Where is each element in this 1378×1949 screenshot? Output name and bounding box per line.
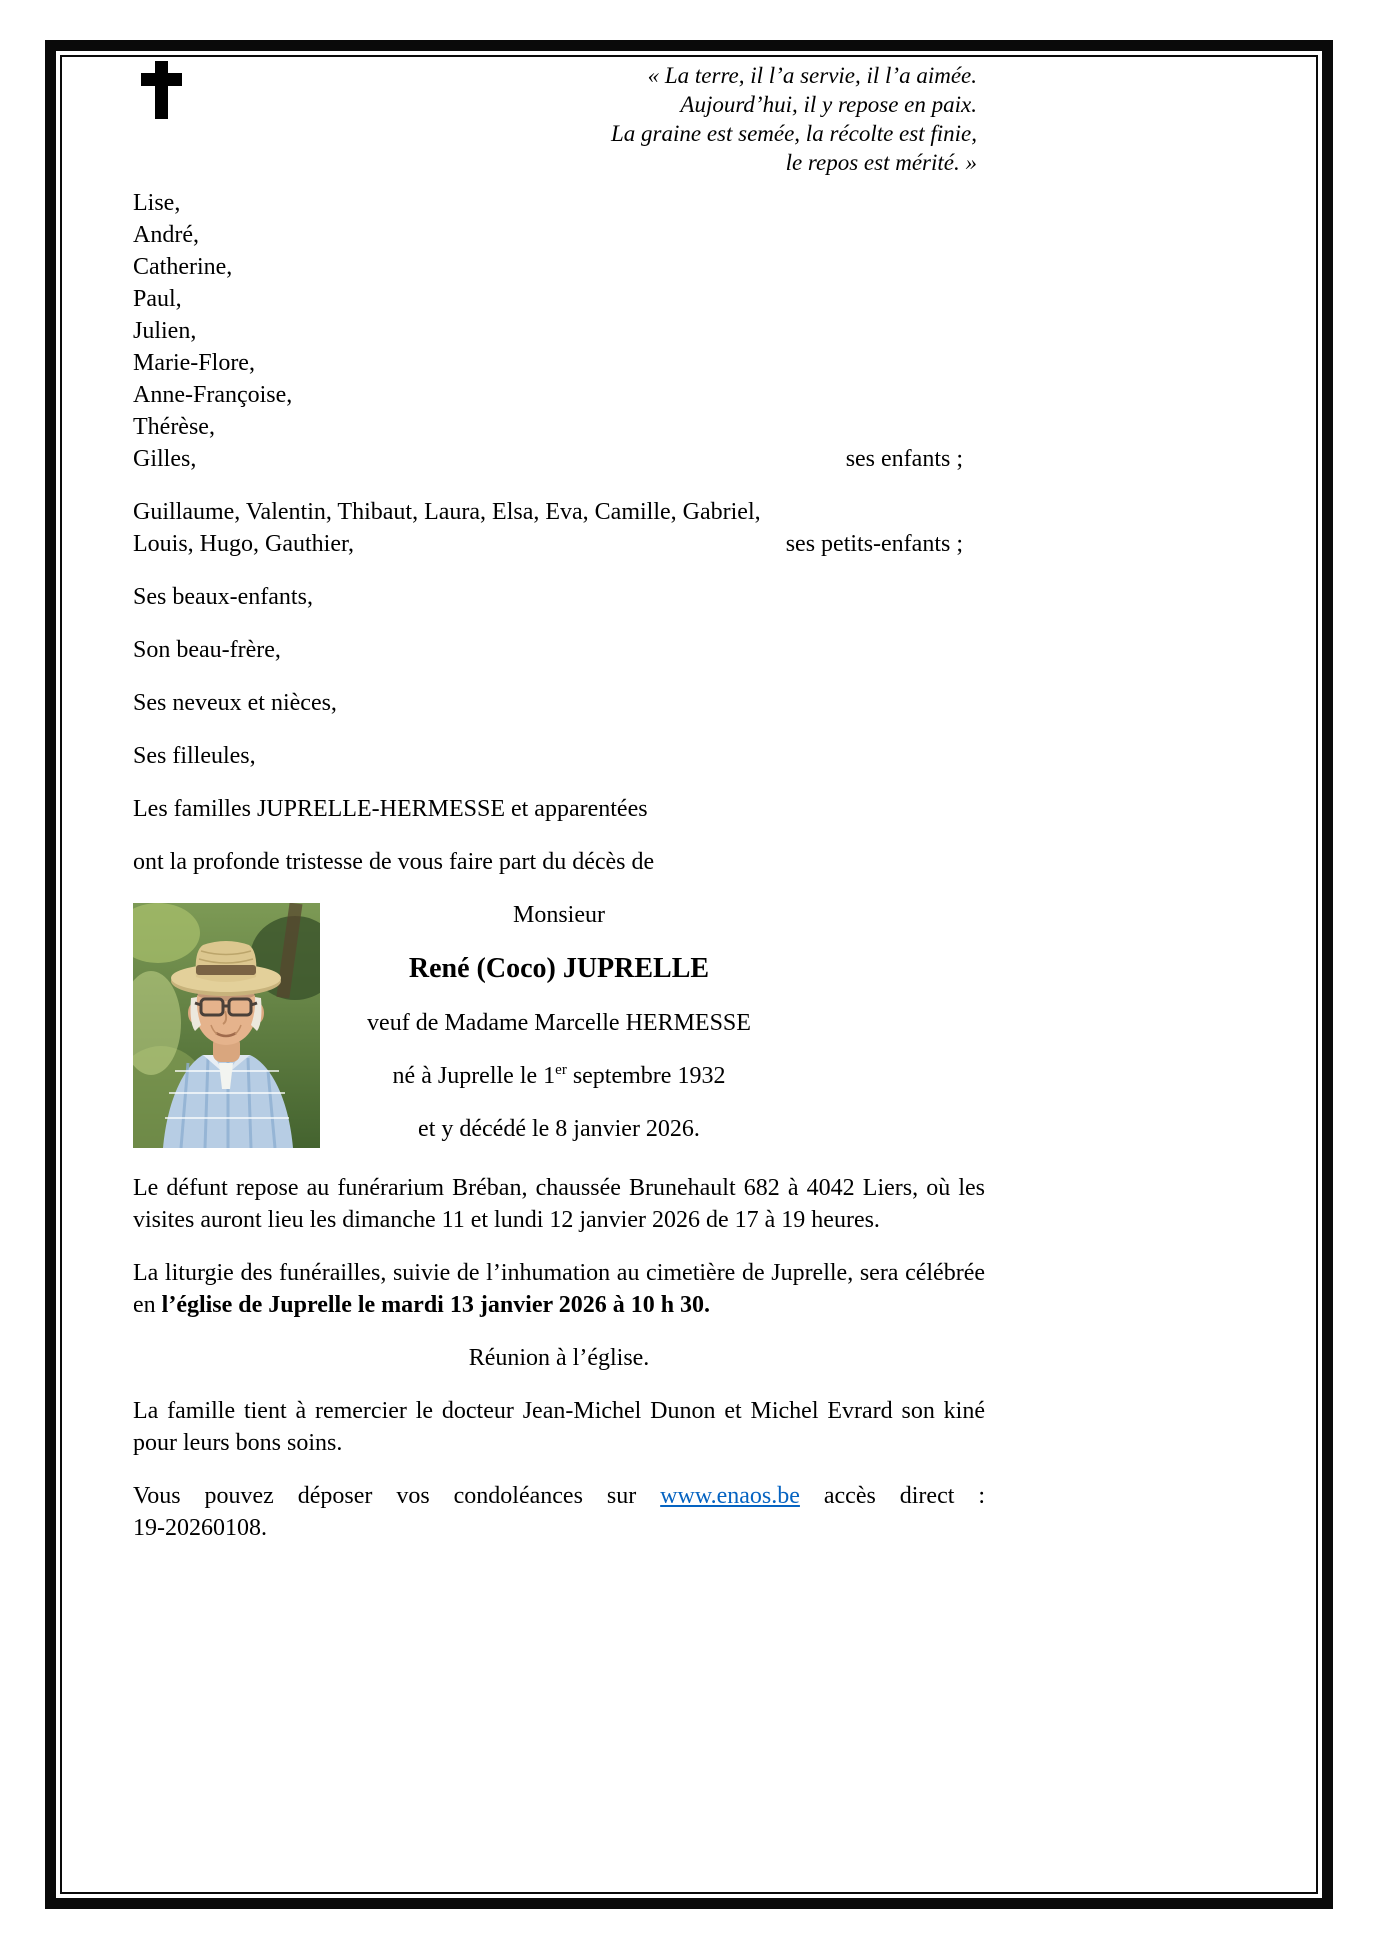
grandchildren-names: Guillaume, Valentin, Thibaut, Laura, Elsa, Eva, Camille, Gabriel, [133, 499, 761, 525]
liturgy-bold-text: l’église de Juprelle le mardi 13 janvier 2026 à 10 h 30. [161, 1292, 711, 1318]
child-name: Julien, [133, 318, 197, 344]
relatives-line: Ses beaux-enfants, [133, 584, 313, 610]
child-name: Anne-Françoise, [133, 382, 293, 408]
condolences-code: 19-20260108. [133, 1515, 267, 1541]
content-area [133, 57, 985, 1565]
thanks-paragraph: La famille tient à remercier le docteur Jean-Michel Dunon et Michel Evrard son kiné pour leurs bons soins. [133, 1398, 985, 1456]
grandchildren-last-row [133, 528, 985, 560]
enaos-link[interactable]: www.enaos.be [660, 1483, 800, 1509]
birth-text-cont: septembre 1932 [566, 1063, 726, 1089]
header-row [133, 57, 985, 177]
relatives-line: Son beau-frère, [133, 637, 281, 663]
deceased-death: et y décédé le 8 janvier 2026. [418, 1116, 700, 1142]
birth-ordinal: er [555, 1062, 567, 1078]
reunion-line: Réunion à l’église. [468, 1345, 650, 1371]
relatives-line: Ses neveux et nièces, [133, 690, 337, 716]
child-name: Gilles, [133, 446, 197, 472]
cross-icon [141, 61, 183, 119]
announcement-line: ont la profonde tristesse de vous faire part du décès de [133, 849, 655, 875]
grandchildren-names: Louis, Hugo, Gauthier, [133, 531, 355, 557]
quote-line: Aujourd’hui, il y repose en paix. [680, 92, 977, 117]
condolences-line1 [133, 1480, 985, 1512]
child-name: Paul, [133, 286, 182, 312]
portrait-photo [133, 903, 320, 1148]
liturgy-text: La liturgie des funérailles, suivie de l’inhumation au cimetière de Juprelle, sera célébrée en [133, 1260, 985, 1318]
repose-paragraph: Le défunt repose au funérarium Bréban, chaussée Brunehault 682 à 4042 Liers, où les visites auront lieu les dimanche 11 et lundi 12 janvier 2026 de 17 à 19 heures. [133, 1175, 985, 1233]
condolences-suffix: accès direct : [799, 1483, 986, 1509]
epitaph-quote [611, 57, 985, 177]
children-list [133, 187, 985, 475]
liturgy-paragraph [133, 1257, 985, 1321]
child-name: Catherine, [133, 254, 233, 280]
child-name: André, [133, 222, 199, 248]
children-relation-label: ses enfants ; [845, 446, 963, 472]
child-name: Marie-Flore, [133, 350, 255, 376]
birth-text: né à Juprelle le 1 [392, 1063, 556, 1089]
grandchildren-list [133, 496, 985, 560]
children-last-row [133, 443, 985, 475]
families-line: Les familles JUPRELLE-HERMESSE et apparentées [133, 796, 648, 822]
child-name: Thérèse, [133, 414, 215, 440]
child-name: Lise, [133, 190, 181, 216]
deceased-spouse: veuf de Madame Marcelle HERMESSE [367, 1010, 751, 1036]
quote-line: le repos est mérité. » [785, 150, 977, 175]
quote-line: La graine est semée, la récolte est finie, [610, 121, 977, 146]
grandchildren-relation-label: ses petits-enfants ; [785, 531, 963, 557]
relatives-line: Ses filleules, [133, 743, 256, 769]
quote-line: « La terre, il l’a servie, il l’a aimée. [647, 63, 977, 88]
deceased-title: Monsieur [513, 902, 605, 928]
condolences-text: Vous pouvez déposer vos condoléances sur [133, 1483, 661, 1509]
deceased-section [133, 899, 985, 1151]
condolences-paragraph [133, 1480, 985, 1544]
deceased-name: René (Coco) JUPRELLE [408, 953, 710, 984]
